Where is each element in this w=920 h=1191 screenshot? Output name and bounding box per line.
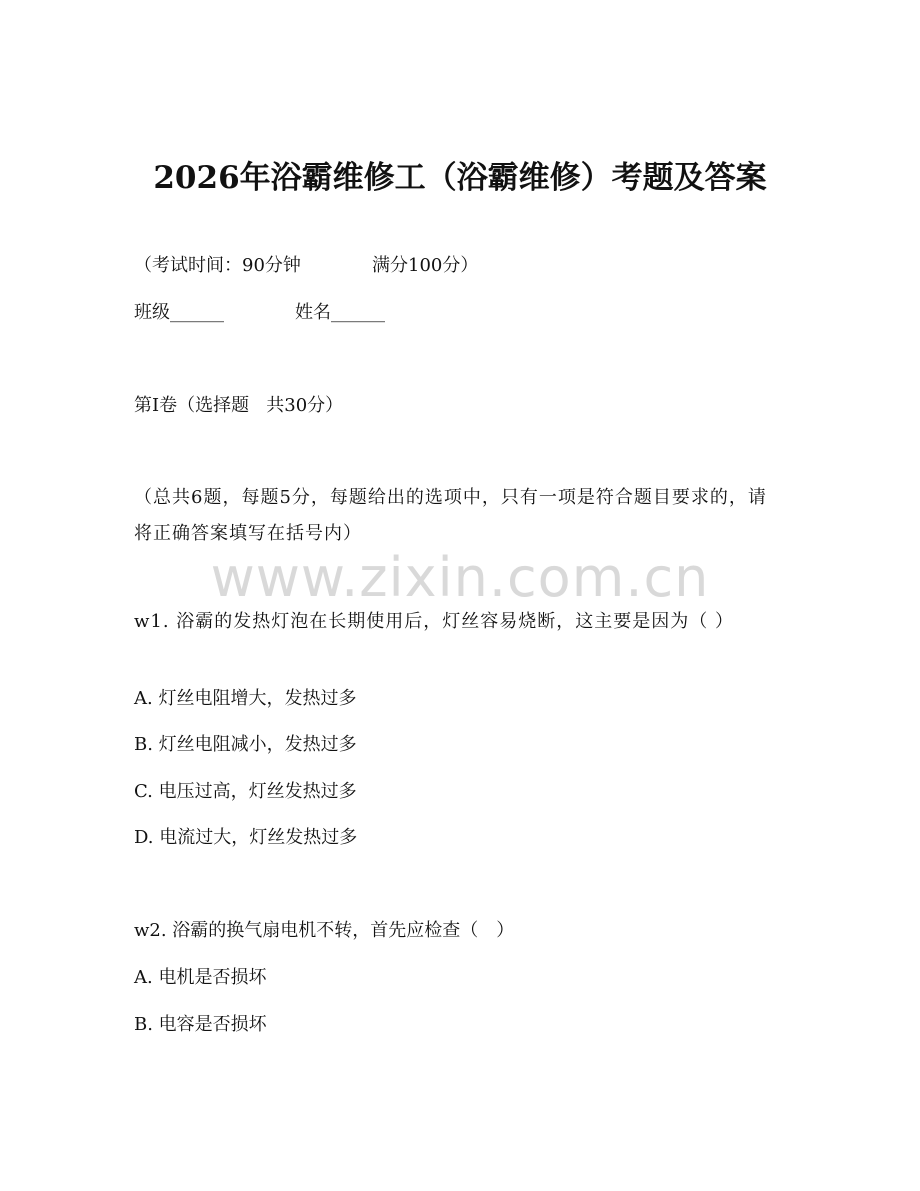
- option-b: B. 灯丝电阻减小，发热过多: [134, 734, 357, 755]
- class-field: 班级______: [134, 302, 224, 323]
- exam-time: （考试时间：90分钟: [134, 255, 301, 276]
- question-stem: w1. 浴霸的发热灯泡在长期使用后，灯丝容易烧断，这主要是因为（ ）: [134, 611, 735, 632]
- option-a: A. 电机是否损坏: [134, 967, 267, 988]
- option-c: C. 电压过高，灯丝发热过多: [134, 781, 357, 802]
- section-instructions: （总共6题，每题5分，每题给出的选项中，只有一项是符合题目要求的，请将正确答案填写在括号内）: [134, 487, 767, 544]
- option-d: D. 电流过大，灯丝发热过多: [134, 827, 358, 848]
- question-stem: w2. 浴霸的换气扇电机不转，首先应检查（ ）: [134, 920, 515, 941]
- watermark: www.zixin.com.cn: [210, 546, 710, 609]
- page-title: 2026年浴霸维修工（浴霸维修）考题及答案: [153, 160, 767, 196]
- section-heading: 第Ⅰ卷（选择题 共30分）: [134, 395, 344, 416]
- exam-score: 满分100分）: [372, 255, 479, 276]
- name-field: 姓名______: [295, 302, 385, 323]
- option-b: B. 电容是否损坏: [134, 1014, 267, 1035]
- option-a: A. 灯丝电阻增大，发热过多: [134, 688, 357, 709]
